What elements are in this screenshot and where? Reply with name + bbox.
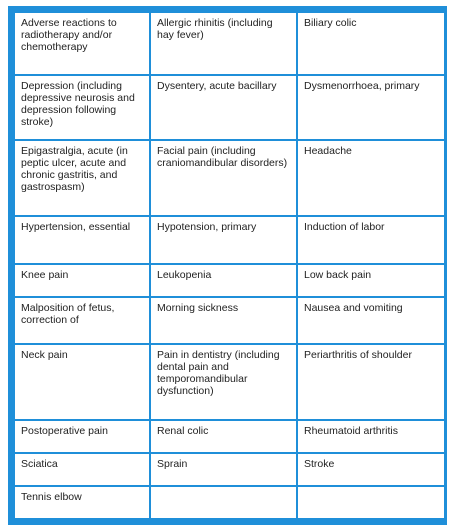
- conditions-table: [13, 11, 446, 520]
- table-row: [15, 487, 444, 518]
- table-cell: Sciatica: [15, 454, 149, 485]
- table-cell: Adverse reactions to radiotherapy and/or chemotherapy: [15, 13, 149, 74]
- table-row: [15, 217, 444, 263]
- table-cell: Dysmenorrhoea, primary: [298, 76, 444, 139]
- table-cell: Knee pain: [15, 265, 149, 296]
- table-frame: [8, 6, 447, 525]
- table-cell: Biliary colic: [298, 13, 444, 74]
- table-cell: Tennis elbow: [15, 487, 149, 518]
- table-row: [15, 298, 444, 343]
- table-cell: Stroke: [298, 454, 444, 485]
- table-cell: Allergic rhinitis (including hay fever): [151, 13, 296, 74]
- table-cell: Renal colic: [151, 421, 296, 452]
- table-cell: Epigastralgia, acute (in peptic ulcer, acute and chronic gastritis, and gastrospasm): [15, 141, 149, 215]
- table-cell: Sprain: [151, 454, 296, 485]
- table-cell: Leukopenia: [151, 265, 296, 296]
- table-cell: [151, 487, 296, 518]
- table-row: [15, 265, 444, 296]
- table-cell: Morning sickness: [151, 298, 296, 343]
- table-cell: Postoperative pain: [15, 421, 149, 452]
- table-row: [15, 141, 444, 215]
- table-row: [15, 454, 444, 485]
- table-cell: Facial pain (including craniomandibular disorders): [151, 141, 296, 215]
- table-cell: Nausea and vomiting: [298, 298, 444, 343]
- table-cell: Low back pain: [298, 265, 444, 296]
- table-cell: Malposition of fetus, correction of: [15, 298, 149, 343]
- table-cell: [298, 487, 444, 518]
- table-cell: Periarthritis of shoulder: [298, 345, 444, 419]
- table-cell: Headache: [298, 141, 444, 215]
- table-row: [15, 421, 444, 452]
- table-cell: Hypertension, essential: [15, 217, 149, 263]
- table-row: [15, 345, 444, 419]
- table-row: [15, 13, 444, 74]
- table-cell: Induction of labor: [298, 217, 444, 263]
- table-cell: Rheumatoid arthritis: [298, 421, 444, 452]
- table-cell: Neck pain: [15, 345, 149, 419]
- table-cell: Depression (including depressive neurosis and depression following stroke): [15, 76, 149, 139]
- table-cell: Dysentery, acute bacillary: [151, 76, 296, 139]
- table-cell: Pain in dentistry (including dental pain and temporomandibular dysfunction): [151, 345, 296, 419]
- table-row: [15, 76, 444, 139]
- table-cell: Hypotension, primary: [151, 217, 296, 263]
